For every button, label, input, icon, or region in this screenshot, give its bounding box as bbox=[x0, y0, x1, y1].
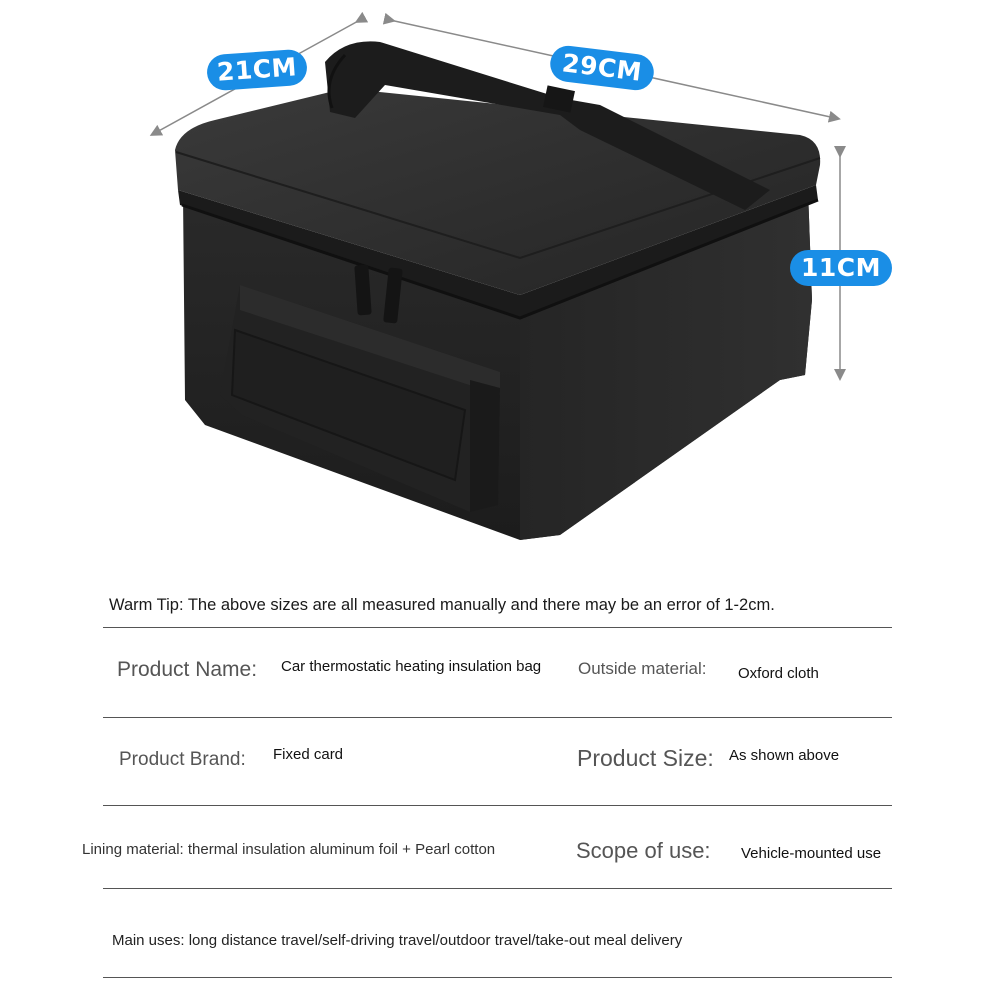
product-name-value: Car thermostatic heating insulation bag bbox=[281, 658, 542, 675]
outside-material-value: Oxford cloth bbox=[738, 665, 819, 682]
scope-label: Scope of use: bbox=[576, 838, 711, 863]
product-size-value: As shown above bbox=[729, 747, 840, 764]
length-badge: 29CM bbox=[548, 44, 656, 92]
height-badge: 11CM bbox=[790, 250, 892, 286]
main-uses: Main uses: long distance travel/self-driving travel/outdoor travel/take-out meal delivery bbox=[112, 932, 683, 949]
outside-material-label: Outside material: bbox=[578, 659, 707, 678]
product-brand-label: Product Brand: bbox=[119, 749, 246, 770]
depth-badge: 21CM bbox=[206, 49, 308, 92]
product-brand-value: Fixed card bbox=[273, 746, 344, 763]
divider bbox=[103, 977, 892, 978]
product-size-label: Product Size: bbox=[577, 745, 714, 771]
scope-value: Vehicle-mounted use bbox=[741, 845, 882, 862]
product-name-label: Product Name: bbox=[117, 658, 258, 681]
lining-material: Lining material: thermal insulation aluminum foil + Pearl cotton bbox=[82, 841, 496, 858]
warm-tip: Warm Tip: The above sizes are all measured manually and there may be an error of 1-2cm. bbox=[109, 596, 775, 614]
divider bbox=[103, 627, 892, 628]
divider bbox=[103, 717, 892, 718]
divider bbox=[103, 888, 892, 889]
divider bbox=[103, 805, 892, 806]
